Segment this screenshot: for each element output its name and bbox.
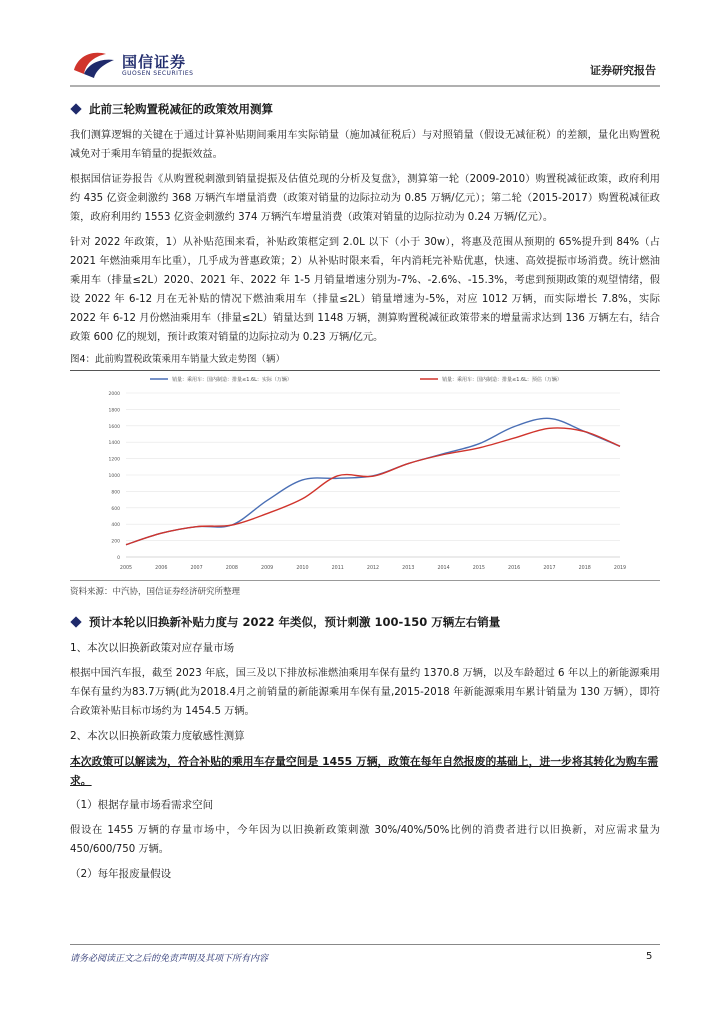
x-tick-label: 2009 <box>261 566 274 571</box>
x-tick-label: 2006 <box>155 566 168 571</box>
subheading: （2）每年报废量假设 <box>70 868 172 880</box>
section-heading-1-text: 此前三轮购置税减征的政策效用测算 <box>89 102 273 116</box>
x-tick-label: 2017 <box>543 566 556 571</box>
y-tick-label: 400 <box>111 523 120 529</box>
logo-text-en: GUOSEN SECURITIES <box>122 70 194 77</box>
x-tick-label: 2005 <box>119 566 133 571</box>
legend-label: 销量：乘用车：国内制造：排量≤1.6L：实际（万辆） <box>172 377 292 383</box>
figure-title: 图4：此前购置税政策乘用车销量大致走势图（辆） <box>70 353 660 371</box>
y-tick-label: 1600 <box>108 424 120 430</box>
paragraph: 我们测算逻辑的关键在于通过计算补贴期间乘用车实际销量（施加减征税后）与对照销量（假设无减征税）的差额，量化出购置税减免对于乘用车销量的提振效益。 <box>70 130 660 160</box>
section-heading-2-text: 预计本轮以旧换新补贴力度与 2022 年类似，预计刺激 100-150 万辆左右销量 <box>89 615 501 629</box>
logo-mark-icon <box>70 48 118 82</box>
y-tick-label: 200 <box>111 539 120 545</box>
section-heading-2 <box>70 613 660 631</box>
y-tick-label: 600 <box>111 506 120 512</box>
x-tick-label: 2015 <box>472 566 485 571</box>
footer-divider <box>70 944 660 945</box>
emphasis-paragraph: 本次政策可以解读为，符合补贴的乘用车存量空间是 1455 万辆，政策在每年自然报废的基础上，进一步将其转化为购车需求。 <box>70 755 659 787</box>
x-tick-label: 2011 <box>331 566 344 571</box>
report-type: 证券研究报告 <box>590 64 656 77</box>
x-tick-label: 2019 <box>613 566 627 571</box>
paragraph: 假设在 1455 万辆的存量市场中，今年因为以旧换新政策刺激 30%/40%/50%比例的消费者进行以旧换新，对应需求量为 450/600/750 万辆。 <box>70 825 660 855</box>
line-chart <box>70 371 660 581</box>
x-tick-label: 2018 <box>578 566 591 571</box>
subheading: 1、本次以旧换新政策对应存量市场 <box>70 642 235 654</box>
diamond-bullet-icon <box>70 103 81 114</box>
x-tick-label: 2012 <box>366 566 380 571</box>
disclaimer-note: 请务必阅读正文之后的免责声明及其项下所有内容 <box>70 954 269 964</box>
y-tick-label: 0 <box>117 556 120 561</box>
x-tick-label: 2007 <box>190 566 203 571</box>
subheading: 2、本次以旧换新政策力度敏感性测算 <box>70 730 245 742</box>
x-tick-label: 2013 <box>402 566 415 571</box>
y-tick-label: 800 <box>111 490 120 496</box>
paragraph: 根据中国汽车报，截至 2023 年底，国三及以下排放标准燃油乘用车保有量约 1370.8 万辆，以及车龄超过 6 年以上的新能源乘用车保有量约为83.7万辆(此为2018.4月之前销量的新能源乘用车保有量,2015-2018 年新能源乘用车累计销量为 130 万辆），即符合政策补贴目标市场约为 1454.5 万辆。 <box>70 668 660 717</box>
paragraph: 针对 2022 年政策，1）从补贴范围来看，补贴政策框定到 2.0L 以下（小于 30w），将惠及范围从预期的 65%提升到 84%（占 2021 年燃油乘用车比重），几乎成为普惠政策；2）从补贴时限来看，年内消耗完补贴优惠，快速、高效提振市场消费。统计燃油乘用车（排量≤2L）2020、2021 年、2022 年 1-5 月销量增速分别为-7%、-2.6%、-15.3%，考虑到预期政策的观望情绪，假设 2022 年 6-12 月在无补贴的情况下燃油乘用车（排量≤2L）销量增速为-5%，对应 1012 万辆，而实际增长 7.8%，实际 2022 年 6-12 月份燃油乘用车（排量≤2L）销量达到 1148 万辆，测算购置税减征政策带来的增量需求达到 136 万辆左右，结合政策 600 亿的规划，预计政策对销量的边际拉动为 0.23 万辆/亿元。 <box>70 237 660 343</box>
section-heading-1 <box>70 100 660 118</box>
subheading: （1）根据存量市场看需求空间 <box>70 799 214 811</box>
x-tick-label: 2016 <box>508 566 521 571</box>
y-tick-label: 1200 <box>108 457 120 463</box>
y-tick-label: 1000 <box>108 474 120 479</box>
main-content <box>70 100 660 890</box>
x-tick-label: 2014 <box>437 566 450 571</box>
figure-source: 资料来源：中汽协，国信证券经济研究所整理 <box>70 587 241 597</box>
guosen-logo <box>70 48 210 82</box>
y-tick-label: 1800 <box>108 408 120 414</box>
x-tick-label: 2008 <box>225 566 238 571</box>
page-header <box>70 48 660 88</box>
logo-text-cn: 国信证券 <box>122 53 187 71</box>
figure-chart <box>70 371 660 581</box>
y-tick-label: 2000 <box>108 392 120 397</box>
x-tick-label: 2010 <box>296 566 309 571</box>
page-number: 5 <box>646 951 653 962</box>
legend-label: 销量：乘用车：国内制造：排量≤1.6L：预估（万辆） <box>442 377 562 383</box>
series-line-2 <box>126 428 620 545</box>
header-divider <box>70 85 660 87</box>
diamond-bullet-icon <box>70 616 81 627</box>
paragraph: 根据国信证券报告《从购置税刺激到销量提振及估值兑现的分析及复盘》，测算第一轮（2009-2010）购置税减征政策，政府利用约 435 亿资金刺激约 368 万辆汽车增量消费（政策对销量的边际拉动为 0.85 万辆/亿元）；第二轮（2015-2017）购置税减征政策，政府利用约 1553 亿资金刺激约 374 万辆汽车增量消费（政策对销量的边际拉动为 0.24 万辆/亿元）。 <box>70 174 660 223</box>
y-tick-label: 1400 <box>108 441 120 447</box>
